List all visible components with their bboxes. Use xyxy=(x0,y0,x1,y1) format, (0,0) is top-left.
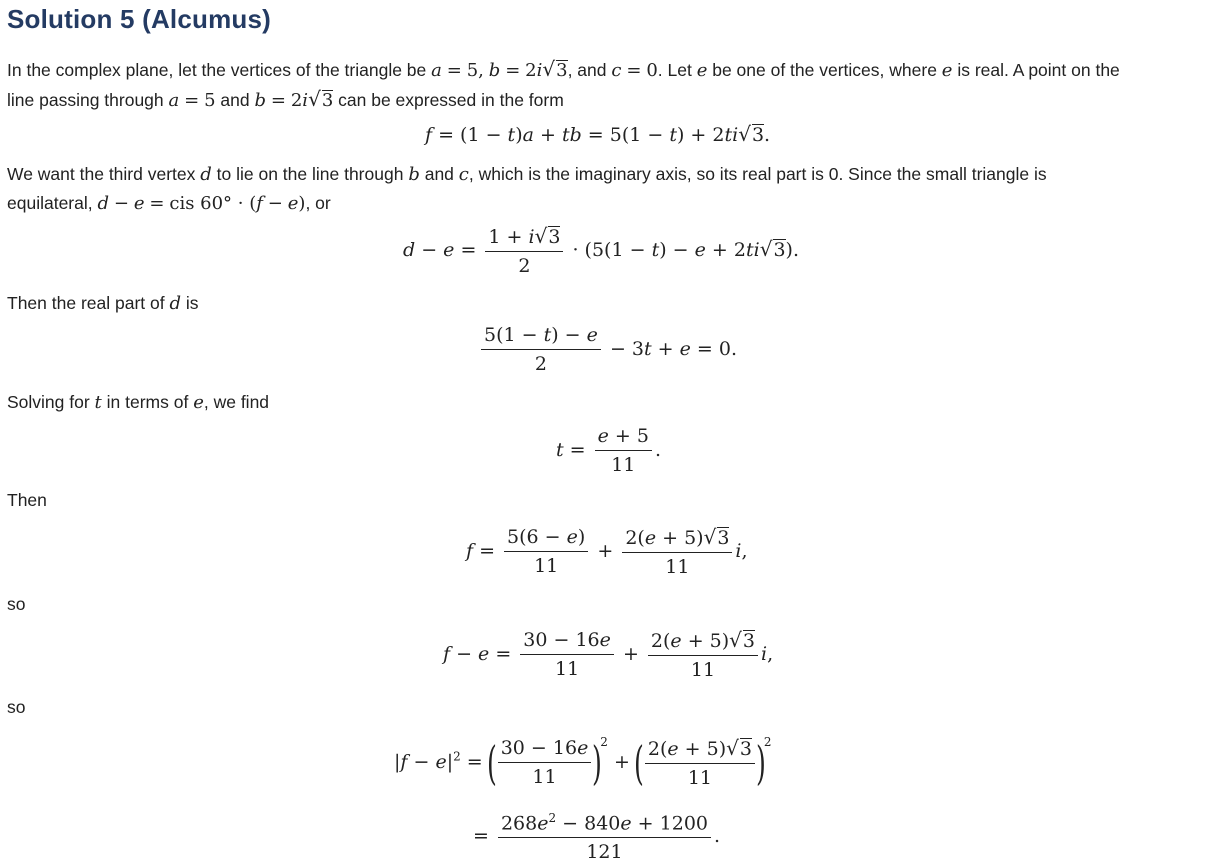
text: to lie on the line through xyxy=(211,164,409,184)
text: . Let xyxy=(657,60,697,80)
text: Then xyxy=(7,490,47,510)
paragraph-so-2 xyxy=(7,693,1207,721)
equation-real-part: $\frac{5(1 - t) - e}{2}$ − 3t + e = 0. xyxy=(478,326,737,374)
text: can be expressed in the form xyxy=(333,90,564,110)
paragraph-solve-t: Solving for t in terms of e, we find xyxy=(7,392,270,413)
paragraph-intro: In the complex plane, let the vertices of the triangle be a = 5, b = 2i√3, and c = 0. Let e be one of the vertices, where e is real. A point on the line passing through a = 5 and b = 2i√3 can be expressed in the form xyxy=(7,57,1120,111)
text: We want the third vertex xyxy=(7,164,201,184)
paragraph-then xyxy=(7,486,1207,514)
equation-d-minus-e: d − e = $\frac{1 + i√3}{2}$ · (5(1 − t) − e + 2ti√3). xyxy=(403,224,799,277)
text: Then the real part of xyxy=(7,293,170,313)
text: line passing through xyxy=(7,90,169,110)
text: is xyxy=(181,293,199,313)
text: , or xyxy=(305,193,331,213)
equation-modulus-squared: $|f - e|^2$ = ( $\frac{30 - 16e}{11}$ )$^2$ + ( $\frac{2(e + 5)√3}{11}$ )$^2$ xyxy=(394,735,772,790)
equation-f: f = $\frac{5(6 - e)}{11}$ + $\frac{2(e + 5)√3}{11}$ i, xyxy=(466,525,748,578)
text: so xyxy=(7,594,26,614)
paragraph-third-vertex: We want the third vertex d to lie on the line through b and c, which is the imaginary axis, so its real part is 0. Since the small triangle is equilateral, d − e = cis 60° · (f − e), or xyxy=(7,164,1047,214)
text: is real. A point on the xyxy=(952,60,1120,80)
paragraph-so-1 xyxy=(7,590,1207,618)
paragraph-real-part: Then the real part of d is xyxy=(7,293,199,314)
text: and xyxy=(419,164,459,184)
equation-f-minus-e: f − e = $\frac{30 - 16e}{11}$ + $\frac{2(e + 5)√3}{11}$ i, xyxy=(443,628,774,681)
equation-f-line: f = (1 − t)a + tb = 5(1 − t) + 2ti√3. xyxy=(425,122,771,146)
text: , we find xyxy=(203,392,270,412)
text: Solving for xyxy=(7,392,95,412)
text: , and xyxy=(567,60,612,80)
text: , which is the imaginary axis, so its real part is 0. Since the small triangle is xyxy=(468,164,1047,184)
equation-t: t = $\frac{e + 5}{11}$ . xyxy=(556,425,662,476)
page-title: Solution 5 (Alcumus) xyxy=(7,4,271,34)
text: and xyxy=(215,90,255,110)
text: be one of the vertices, where xyxy=(707,60,942,80)
text: equilateral, xyxy=(7,193,98,213)
text: so xyxy=(7,697,26,717)
equation-modulus-result: = $\frac{268e^2 - 840e + 1200}{121}$ . xyxy=(473,811,721,864)
text: in terms of xyxy=(101,392,194,412)
text: In the complex plane, let the vertices of the triangle be xyxy=(7,60,432,80)
